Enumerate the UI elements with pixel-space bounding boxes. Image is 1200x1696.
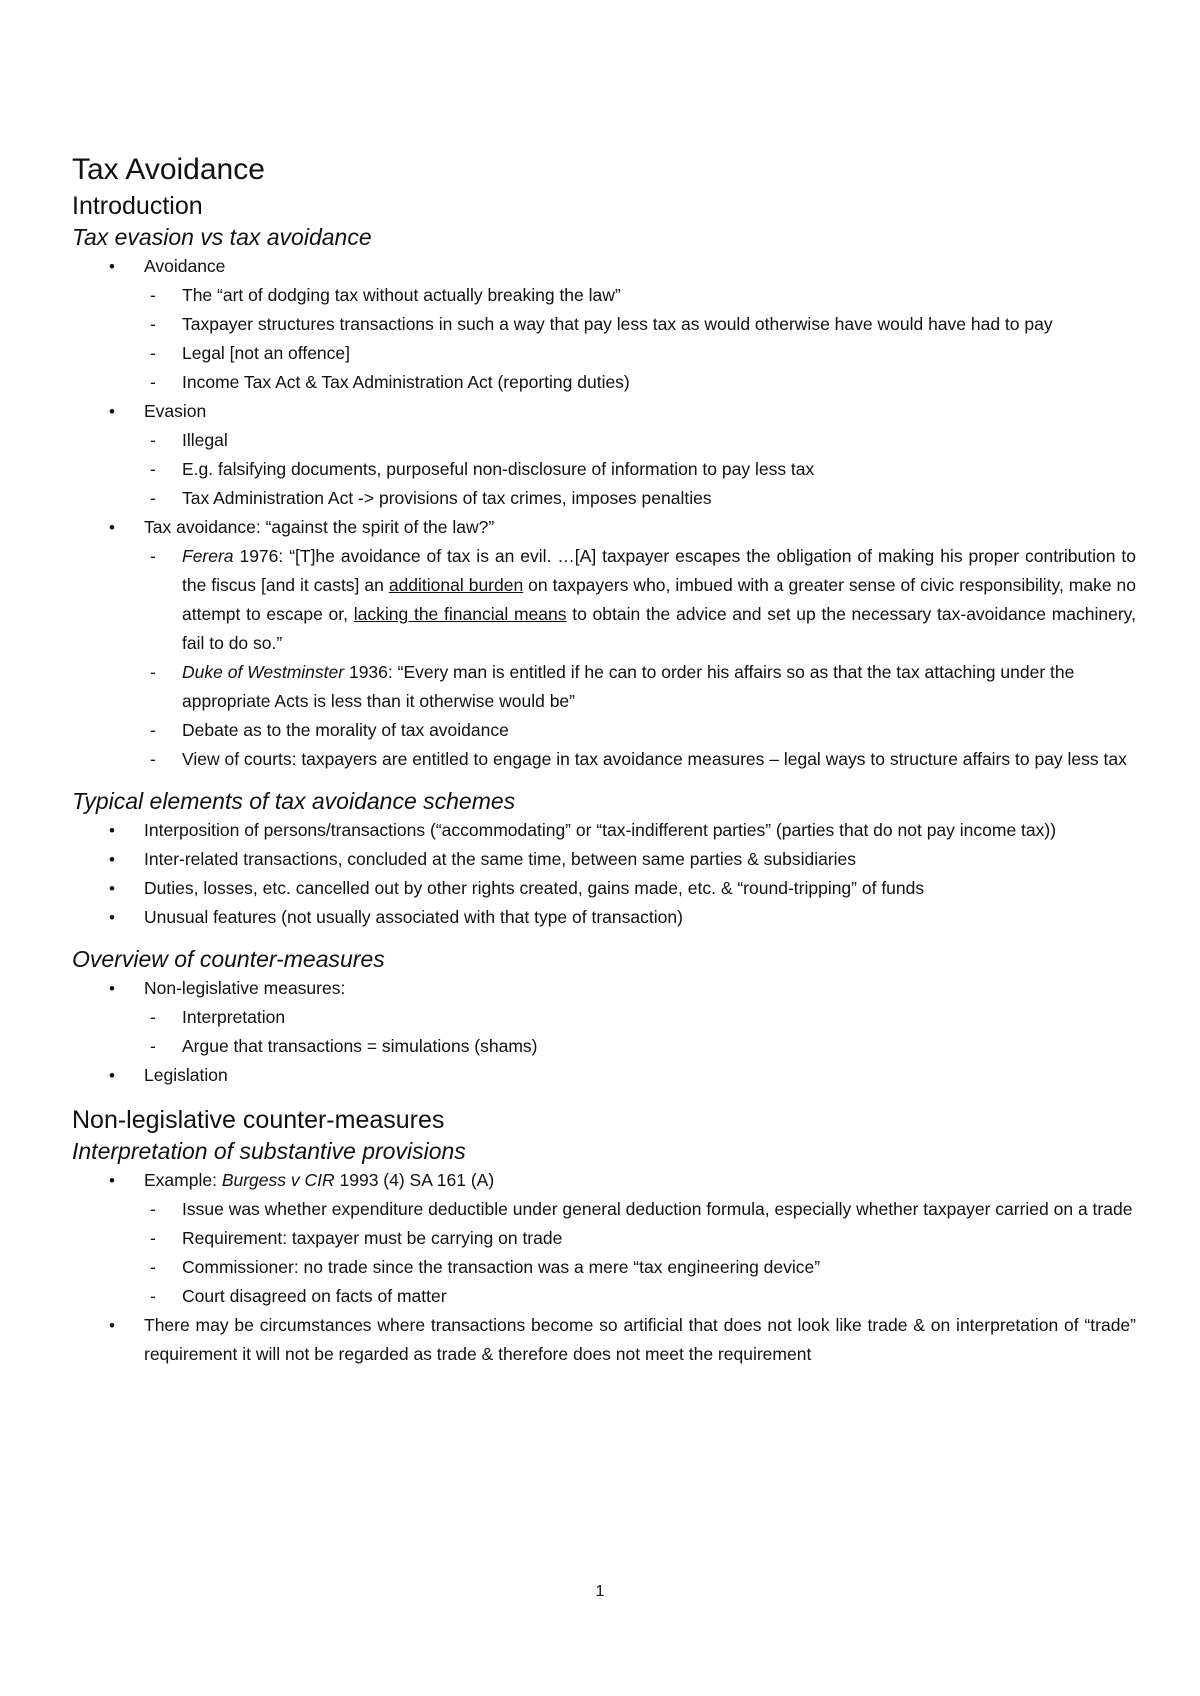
dash-item: - Taxpayer structures transactions in such a way that pay less tax as would otherwise have would have had to pay [72,310,1136,339]
document-body [72,152,1136,1369]
case-name: Duke of Westminster [182,662,345,682]
document-title: Tax Avoidance [72,153,265,186]
dash-item: - Court disagreed on facts of matter [72,1282,1136,1311]
dash-item: - Interpretation [72,1003,1136,1032]
dash-item: - E.g. falsifying documents, purposeful non-disclosure of information to pay less tax [72,455,1136,484]
case-year: 1936 [348,662,388,682]
case-name: Ferera [182,546,234,566]
heading-overview-counter-measures: Overview of counter-measures [72,946,385,972]
dash-item: - Illegal [72,426,1136,455]
case-name: Burgess v CIR [221,1170,335,1190]
dash-item: - The “art of dodging tax without actually breaking the law” [72,281,1136,310]
bullet-evasion: • Evasion [72,397,1136,426]
heading-typical-elements: Typical elements of tax avoidance schemes [72,788,516,814]
dash-item: - Commissioner: no trade since the transaction was a mere “tax engineering device” [72,1253,1136,1282]
evasion-list [72,252,1136,774]
dash-item: - Requirement: taxpayer must be carrying on trade [72,1224,1136,1253]
dash-item: - Income Tax Act & Tax Administration Act (reporting duties) [72,368,1136,397]
bullet-item: • Unusual features (not usually associated with that type of transaction) [72,903,1136,932]
quote-text: on taxpayers who, imbued with a greater sense of civic responsibility, make no attempt to escape or, [182,575,1136,624]
dash-item: - View of courts: taxpayers are entitled to engage in tax avoidance measures – legal ways to structure affairs to pay less tax [72,745,1136,774]
bullet-item: • Duties, losses, etc. cancelled out by other rights created, gains made, etc. & “round-tripping” of funds [72,874,1136,903]
bullet-item: • Inter-related transactions, concluded at the same time, between same parties & subsidiaries [72,845,1136,874]
example-label: Example: [144,1170,217,1190]
bullet-item: • Legislation [72,1061,1136,1090]
interpretation-list [72,1166,1136,1369]
quote-text: : “[T]he avoidance of tax is an evil. …[A] taxpayer escapes the obligation of making his proper contribution to the fiscus [and it casts] an [182,546,1136,595]
dash-item: - Argue that transactions = simulations (shams) [72,1032,1136,1061]
underlined-text: lacking the financial means [353,604,567,624]
dash-item: - Legal [not an offence] [72,339,1136,368]
heading-evasion-vs-avoidance: Tax evasion vs tax avoidance [72,224,372,250]
dash-item-ferera [72,542,1136,658]
heading-introduction: Introduction [72,192,203,220]
heading-interpretation: Interpretation of substantive provisions [72,1138,466,1164]
quote-text: to obtain the advice and set up the necessary tax-avoidance machinery, fail to do so.” [182,604,1136,653]
quote-text: : “Every man is entitled if he can to order his affairs so as that the tax attaching under the appropriate Acts is less than it otherwise would be” [182,662,1075,711]
bullet-example [72,1166,1136,1195]
underlined-text: additional burden [388,575,524,595]
bullet-item: • Non-legislative measures: [72,974,1136,1003]
heading-non-legislative: Non-legislative counter-measures [72,1106,445,1134]
case-year: 1976 [239,546,279,566]
page-number: 1 [595,1583,605,1600]
dash-item-duke [72,658,1136,716]
bullet-avoidance: • Avoidance [72,252,1136,281]
bullet-spirit-of-law: • Tax avoidance: “against the spirit of the law?” [72,513,1136,542]
dash-item: - Tax Administration Act -> provisions of tax crimes, imposes penalties [72,484,1136,513]
elements-list [72,816,1136,932]
bullet-item: • Interposition of persons/transactions (“accommodating” or “tax-indifferent parties” (parties that do not pay income tax)) [72,816,1136,845]
bullet-item: • There may be circumstances where transactions become so artificial that does not look like trade & on interpretation of “trade” requirement it will not be regarded as trade & therefore does not meet the requirement [72,1311,1136,1369]
dash-item: - Debate as to the morality of tax avoidance [72,716,1136,745]
case-citation: 1993 (4) SA 161 (A) [339,1170,495,1190]
dash-item: - Issue was whether expenditure deductible under general deduction formula, especially whether taxpayer carried on a trade [72,1195,1136,1224]
overview-list [72,974,1136,1090]
